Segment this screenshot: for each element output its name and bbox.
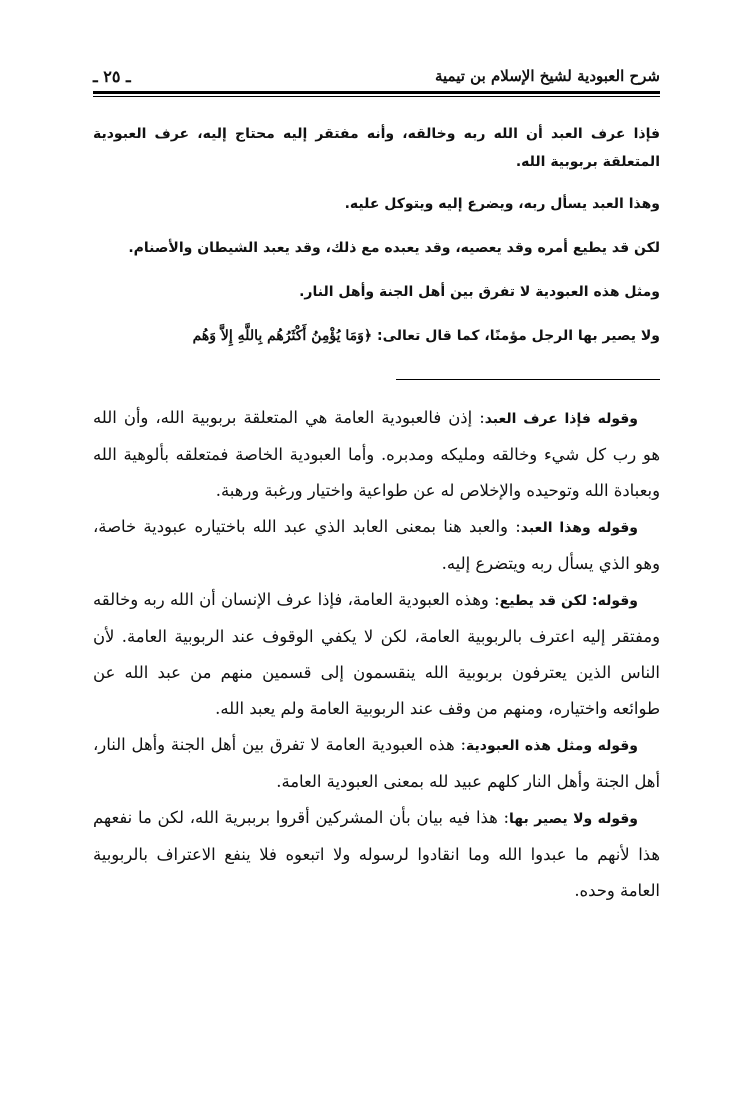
- commentary-lead: وقوله: لكن قد يطيع: [499, 593, 638, 609]
- header-rule-thick: [93, 91, 660, 94]
- commentary-lead: وقوله وهذا العبد: [520, 520, 638, 536]
- commentary-paragraph: [93, 400, 660, 509]
- matn-text-block: [93, 120, 660, 366]
- quran-verse: ﴿وَمَا يُؤْمِنُ أَكْثَرُهُم بِاللَّهِ إِلاَّ وَهُم: [192, 328, 373, 344]
- commentary-lead: وقوله ولا يصير بها: [509, 811, 639, 827]
- commentary-paragraph: [93, 727, 660, 800]
- matn-paragraph-with-verse: [93, 322, 660, 350]
- matn-paragraph: فإذا عرف العبد أن الله ربه وخالقه، وأنه مفتقر إليه محتاج إليه، عرف العبودية المتعلقة بربوبية الله.: [93, 126, 660, 170]
- header-rule-thin: [93, 96, 660, 97]
- matn-paragraph: وهذا العبد يسأل ربه، ويضرع إليه ويتوكل عليه.: [344, 196, 660, 212]
- commentary-text: : والعبد هنا بمعنى العابد الذي عبد الله باختياره عبودية خاصة، وهو الذي يسأل ربه ويتضرع إليه.: [93, 517, 660, 573]
- commentary-paragraph: [93, 509, 660, 582]
- commentary-lead: وقوله ومثل هذه العبودية: [466, 738, 638, 754]
- commentary-text: : إذن فالعبودية العامة هي المتعلقة بربوبية الله، وأن الله هو رب كل شيء وخالقه ومليكه ومدبره. وأما العبودية الخاصة فمتعلقه بألوهية الله وبعبادة الله وتوحيده والإخلاص له عن طواعية واختيار ورغبة ورهبة.: [93, 408, 660, 500]
- running-title: شرح العبودية لشيخ الإسلام بن تيمية: [434, 67, 660, 85]
- page-number: ـ ٢٥ ـ: [93, 66, 131, 86]
- matn-text: ولا يصير بها الرجل مؤمنًا، كما قال تعالى:: [376, 328, 660, 344]
- matn-paragraph: لكن قد يطيع أمره وقد يعصيه، وقد يعبده مع ذلك، وقد يعبد الشيطان والأصنام.: [128, 240, 660, 256]
- page-header: [93, 60, 660, 92]
- matn-paragraph: ومثل هذه العبودية لا تفرق بين أهل الجنة وأهل النار.: [299, 284, 660, 300]
- commentary-paragraph: [93, 800, 660, 909]
- commentary-text: : وهذه العبودية العامة، فإذا عرف الإنسان أن الله ربه وخالقه ومفتقر إليه اعترف بالربوبية العامة، لكن لا يكفي الوقوف عند الربوبية العامة. لأن الناس الذين يعترفون بربوبية الله ينقسمون إلى قسمين منهم من عبد الله عن طوائعه واختياره، ومنهم من وقف عند الربوبية العامة ولم يعبد الله.: [93, 590, 660, 718]
- commentary-block: [93, 400, 660, 909]
- commentary-paragraph: [93, 582, 660, 727]
- commentary-text: : هذا فيه بيان بأن المشركين أقروا برببرية الله، لكن ما نفعهم هذا لأنهم ما عبدوا الله وما انقادوا لرسوله ولا اتبعوه فلا ينفع الاعتراف بالربوبية العامة وحده.: [93, 808, 660, 900]
- commentary-text: : هذه العبودية العامة لا تفرق بين أهل الجنة وأهل النار، أهل الجنة وأهل النار كلهم عبيد لله بمعنى العبودية العامة.: [93, 735, 660, 791]
- commentary-lead: وقوله فإذا عرف العبد: [484, 411, 638, 427]
- section-divider: [396, 379, 660, 380]
